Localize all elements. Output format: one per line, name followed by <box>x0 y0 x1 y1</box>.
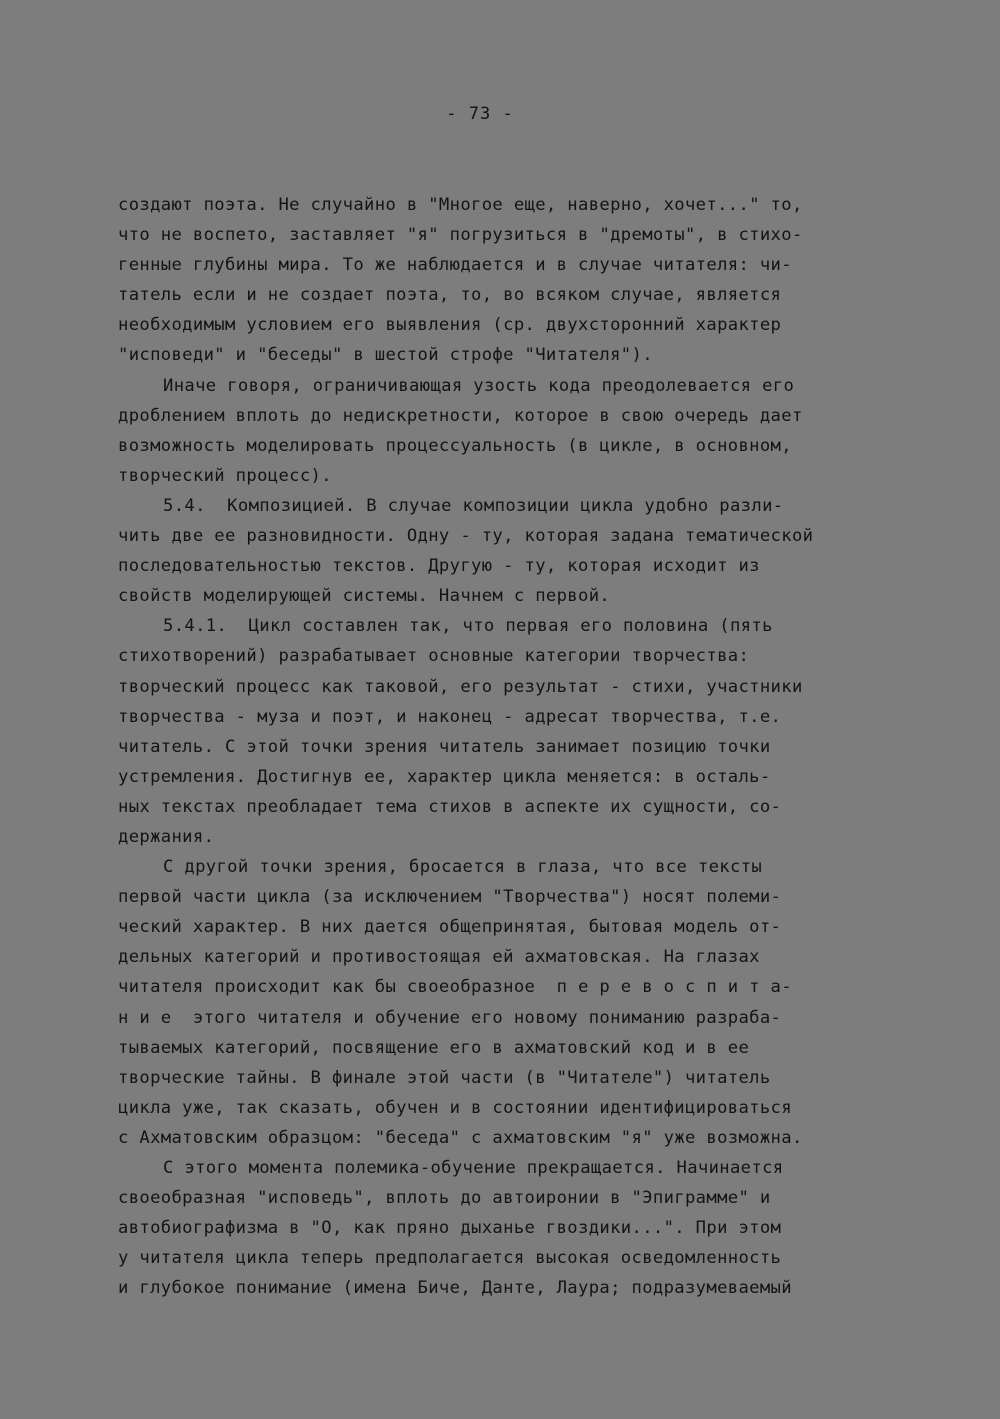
paragraph <box>118 1153 908 1303</box>
text-line: чить две ее разновидности. Одну - ту, которая задана тематической <box>118 526 814 547</box>
text-line: и глубокое понимание (имена Биче, Данте, Лаура; подразумеваемый <box>118 1278 792 1299</box>
text-line: н и е этого читателя и обучение его новому пониманию разраба- <box>118 1007 782 1028</box>
document-body <box>118 190 908 1303</box>
text-line: создают поэта. Не случайно в "Многое еще, наверно, хочет..." то, <box>118 195 803 215</box>
paragraph <box>118 491 908 611</box>
text-line: читатель. С этой точки зрения читатель занимает позицию точки <box>118 736 771 757</box>
text-line: стихотворений) разрабатывает основные категории творчества: <box>118 646 750 667</box>
text-line: дельных категорий и противостоящая ей ахматовская. На глазах <box>118 947 760 968</box>
text-line: держания. <box>118 826 215 847</box>
text-line: устремления. Достигнув ее, характер цикла меняется: в осталь- <box>118 766 771 787</box>
paragraph <box>118 190 908 371</box>
paragraph <box>118 852 908 1153</box>
text-line: своеобразная "исповедь", вплоть до автоиронии в "Эпиграмме" и <box>118 1188 771 1209</box>
text-line: последовательностью текстов. Другую - ту, которая исходит из <box>118 556 760 577</box>
text-line: татель если и не создает поэта, то, во всяком случае, является <box>118 285 782 306</box>
text-line: С этого момента полемика-обучение прекращается. Начинается <box>163 1158 784 1178</box>
page-number: - 73 - <box>446 104 514 124</box>
text-line: что не воспето, заставляет "я" погрузиться в "дремоты", в стихо- <box>118 225 803 246</box>
text-line: с Ахматовским образцом: "беседа" с ахматовским "я" уже возможна. <box>118 1127 803 1148</box>
text-line: творчества - муза и поэт, и наконец - адресат творчества, т.е. <box>118 706 782 727</box>
text-line: необходимым условием его выявления (ср. двухсторонний характер <box>118 315 782 336</box>
text-line: творческий процесс). <box>118 465 332 486</box>
text-line: свойств моделирующей системы. Начнем с первой. <box>118 586 611 607</box>
text-line: С другой точки зрения, бросается в глаза, что все тексты <box>163 857 763 878</box>
text-line: у читателя цикла теперь предполагается высокая осведомленность <box>118 1248 782 1269</box>
text-line: тываемых категорий, посвящение его в ахматовский код и в ее <box>118 1037 750 1058</box>
text-line: "исповеди" и "беседы" в шестой строфе "Читателя"). <box>118 345 653 366</box>
text-line: 5.4.1. Цикл составлен так, что первая его половина (пять <box>163 616 773 637</box>
text-line: первой части цикла (за исключением "Творчества") носят полеми- <box>118 887 782 908</box>
text-line: генные глубины мира. То же наблюдается и в случае читателя: чи- <box>118 255 792 276</box>
paragraph <box>118 371 908 491</box>
text-line: читателя происходит как бы своеобразное п е р е в о с п и т а- <box>118 977 792 998</box>
text-line: автобиографизма в "О, как пряно дыханье гвоздики...". При этом <box>118 1218 782 1239</box>
text-line: ных текстах преобладает тема стихов в аспекте их сущности, со- <box>118 796 782 817</box>
text-line: творческие тайны. В финале этой части (в "Читателе") читатель <box>118 1067 771 1088</box>
text-line: ческий характер. В них дается общепринятая, бытовая модель от- <box>118 917 782 938</box>
text-line: возможность моделировать процессуальность (в цикле, в основном, <box>118 435 792 456</box>
text-line: творческий процесс как таковой, его результат - стихи, участники <box>118 676 803 697</box>
text-line: дроблением вплоть до недискретности, которое в свою очередь дает <box>118 405 803 426</box>
text-line: цикла уже, так сказать, обучен и в состоянии идентифицироваться <box>118 1097 792 1118</box>
text-line: Иначе говоря, ограничивающая узость кода преодолевается его <box>163 375 795 396</box>
paragraph <box>118 611 908 852</box>
text-line: 5.4. Композицией. В случае композиции цикла удобно разли- <box>163 495 784 516</box>
